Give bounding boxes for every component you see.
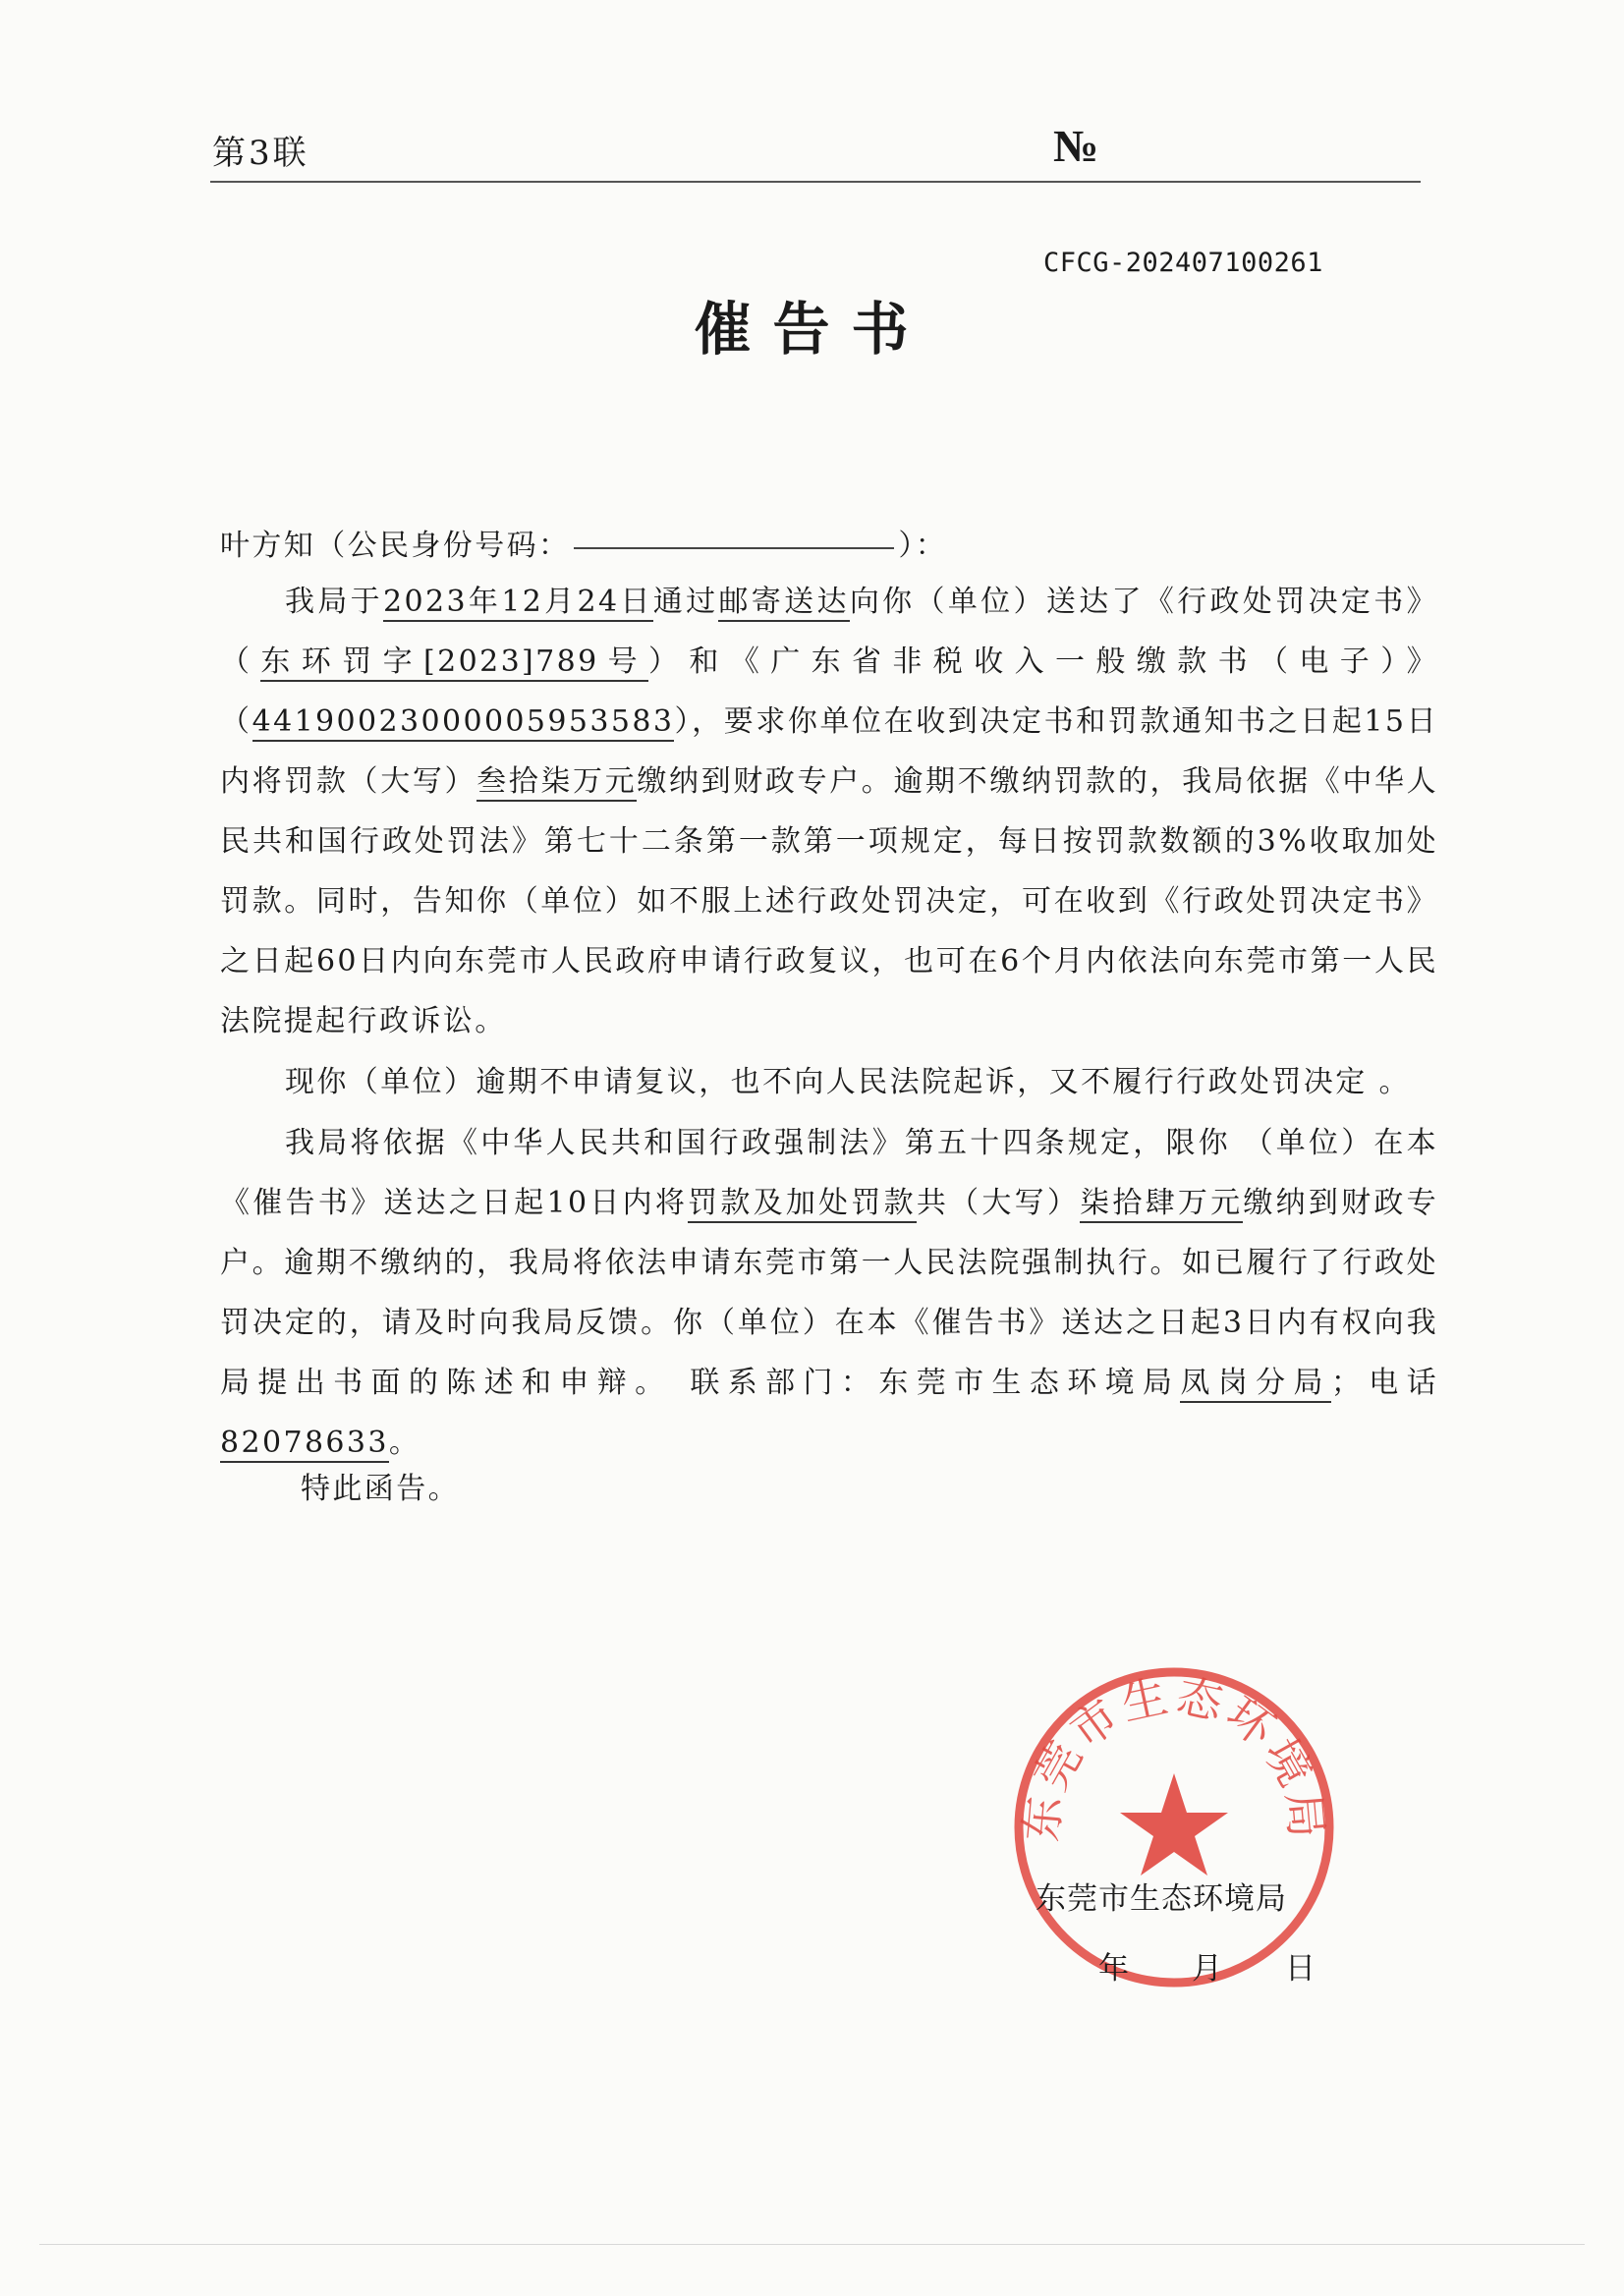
text-segment: 通过 xyxy=(652,585,719,619)
text-segment: 我局于 xyxy=(285,585,384,619)
date-month: 月 xyxy=(1192,1951,1222,1987)
text-segment: 我局将依据《中华人民共和国行政强制法》第五十四条规定，限你 （单位）在本《催告书》送达之日起10日内将 xyxy=(220,1126,1438,1220)
paragraph-overdue: 现你（单位）逾期不申请复议，也不向人民法院起诉，又不履行行政处罚决定 。 xyxy=(285,1065,1411,1099)
text-segment: 缴纳到财政专户。逾期不缴纳的，我局将依法申请东莞市第一人民法院强制执行。如已履行了行政处罚决定的，请及时向我局反馈。你（单位）在本《催告书》送达之日起3日内有权向我局提出书面的陈述和申辩。 联系部门：东莞市生态环境局 xyxy=(220,1186,1438,1400)
id-number-blank xyxy=(574,545,894,549)
paragraph-demand xyxy=(220,1113,1438,1473)
closing-phrase: 特此函告。 xyxy=(301,1472,460,1506)
paragraph-notice xyxy=(220,572,1438,1051)
seal-text: 东莞市生态环境局 xyxy=(1014,1668,1334,1844)
text-segment: ）和《广东省非税收入一般缴款书（电子）》（ xyxy=(220,644,1438,739)
addressee-line xyxy=(220,521,947,564)
number-mark: № xyxy=(1053,121,1099,171)
official-seal xyxy=(1012,1665,1336,1989)
text-segment: 向你（单位）送达了《行政处罚决定书》（ xyxy=(220,585,1438,679)
delivery-method: 邮寄送达 xyxy=(718,585,849,622)
footer-rule xyxy=(39,2244,1585,2245)
delivery-date: 2023年12月24日 xyxy=(383,585,653,622)
seal-graphic xyxy=(1012,1665,1336,1989)
payment-item: 罚款及加处罚款 xyxy=(688,1186,917,1223)
addressee-name: 叶方知（公民身份号码： xyxy=(220,529,571,563)
date-year: 年 xyxy=(1098,1951,1129,1987)
signature-date xyxy=(1098,1943,1316,1988)
document-title: 催告书 xyxy=(694,296,930,363)
text-segment: ；电话 xyxy=(1330,1366,1438,1400)
fine-amount: 叁拾柒万元 xyxy=(476,764,637,802)
text-segment: ），要求你单位在收到决定书和罚款通知书之日起15日内将罚款（大写） xyxy=(220,704,1438,799)
date-day: 日 xyxy=(1285,1951,1316,1987)
header-rule xyxy=(210,181,1421,183)
document-code: CFCG-202407100261 xyxy=(1043,248,1323,278)
seal-star-icon xyxy=(1120,1773,1228,1876)
text-segment: 缴纳到财政专户。逾期不缴纳罚款的，我局依据《中华人民共和国行政处罚法》第七十二条第一款第一项规定，每日按罚款数额的3%收取加处罚款。同时，告知你（单位）如不服上述行政处罚决定，可在收到《行政处罚决定书》之日起60日内向东莞市人民政府申请行政复议，也可在6个月内依法向东莞市第一人民法院提起行政诉讼。 xyxy=(220,764,1439,1038)
addressee-suffix: ）： xyxy=(898,529,948,563)
decision-number: 东环罚字[2023]789号 xyxy=(260,644,648,682)
issuing-authority: 东莞市生态环境局 xyxy=(1036,1881,1287,1917)
contact-phone: 82078633 xyxy=(220,1426,389,1463)
copy-label: 第3联 xyxy=(212,134,309,173)
total-amount: 柒拾肆万元 xyxy=(1080,1186,1243,1223)
text-segment: 。 xyxy=(388,1426,421,1460)
text-segment: 共（大写） xyxy=(916,1186,1081,1220)
contact-branch: 凤岗分局 xyxy=(1180,1366,1331,1403)
letter-body xyxy=(220,572,1438,1473)
receipt-number: 4419002300000595358​3 xyxy=(252,704,675,742)
